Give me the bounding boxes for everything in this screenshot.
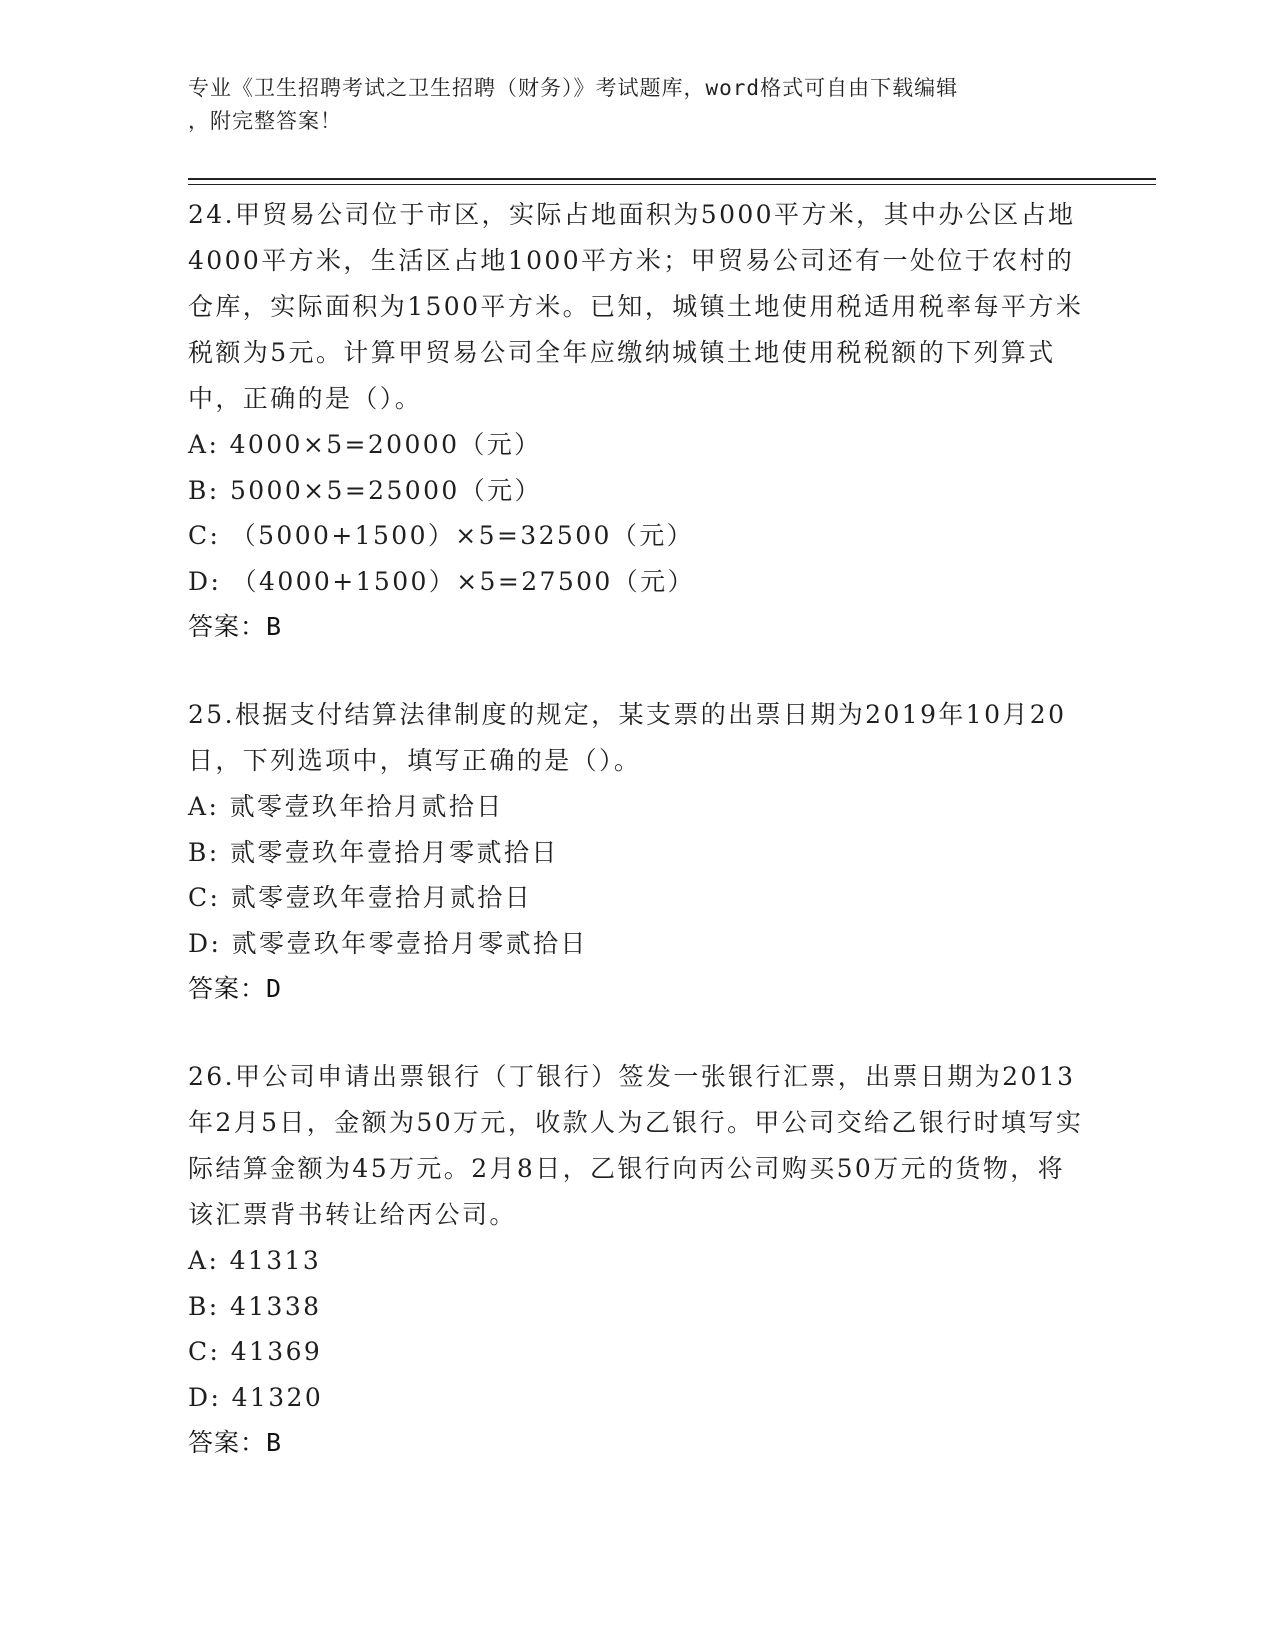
option-b: B: 41338 [188, 1291, 322, 1321]
option-a: A: 贰零壹玖年拾月贰拾日 [188, 792, 504, 821]
option-d: D: 41320 [188, 1382, 324, 1412]
header-divider-thick [188, 178, 1156, 180]
answer-label: 答案：D [188, 974, 283, 1003]
question-25 [188, 692, 1088, 1012]
option-b: B: 贰零壹玖年壹拾月零贰拾日 [188, 837, 559, 867]
option-d: D: （4000+1500）×5=27500（元） [188, 566, 695, 596]
option-a: A: 4000×5=20000（元） [188, 430, 542, 459]
question-list [188, 192, 1088, 1508]
question-26 [188, 1054, 1088, 1466]
question-stem: 26.甲公司申请出票银行（丁银行）签发一张银行汇票，出票日期为2013年2月5日，金额为50万元，收款人为乙银行。甲公司交给乙银行时填写实际结算金额为45万元。2月8日，乙银行向丙公司购买50万元的货物，将该汇票背书转让给丙公司。 [188, 1062, 1084, 1229]
header-divider-thin [188, 184, 1156, 185]
document-header [188, 72, 1088, 138]
question-stem: 25.根据支付结算法律制度的规定，某支票的出票日期为2019年10月20日，下列选项中，填写正确的是（）。 [188, 700, 1067, 775]
option-a: A: 41313 [188, 1246, 322, 1275]
answer-label: 答案：B [188, 612, 283, 641]
answer-label: 答案：B [188, 1428, 283, 1457]
question-stem: 24.甲贸易公司位于市区，实际占地面积为5000平方米，其中办公区占地4000平方米，生活区占地1000平方米；甲贸易公司还有一处位于农村的仓库，实际面积为1500平方米。已知，城镇土地使用税适用税率每平方米税额为5元。计算甲贸易公司全年应缴纳城镇土地使用税税额的下列算式中，正确的是（）。 [188, 200, 1084, 413]
option-c: C: （5000+1500）×5=32500（元） [188, 521, 695, 550]
option-c: C: 贰零壹玖年壹拾月贰拾日 [188, 883, 533, 912]
option-b: B: 5000×5=25000（元） [188, 475, 542, 505]
question-24 [188, 192, 1088, 650]
header-line-1: 专业《卫生招聘考试之卫生招聘（财务）》考试题库，word格式可自由下载编辑 [188, 76, 959, 100]
option-c: C: 41369 [188, 1337, 323, 1366]
option-d: D: 贰零壹玖年零壹拾月零贰拾日 [188, 928, 588, 958]
header-line-2: ，附完整答案！ [188, 109, 342, 133]
